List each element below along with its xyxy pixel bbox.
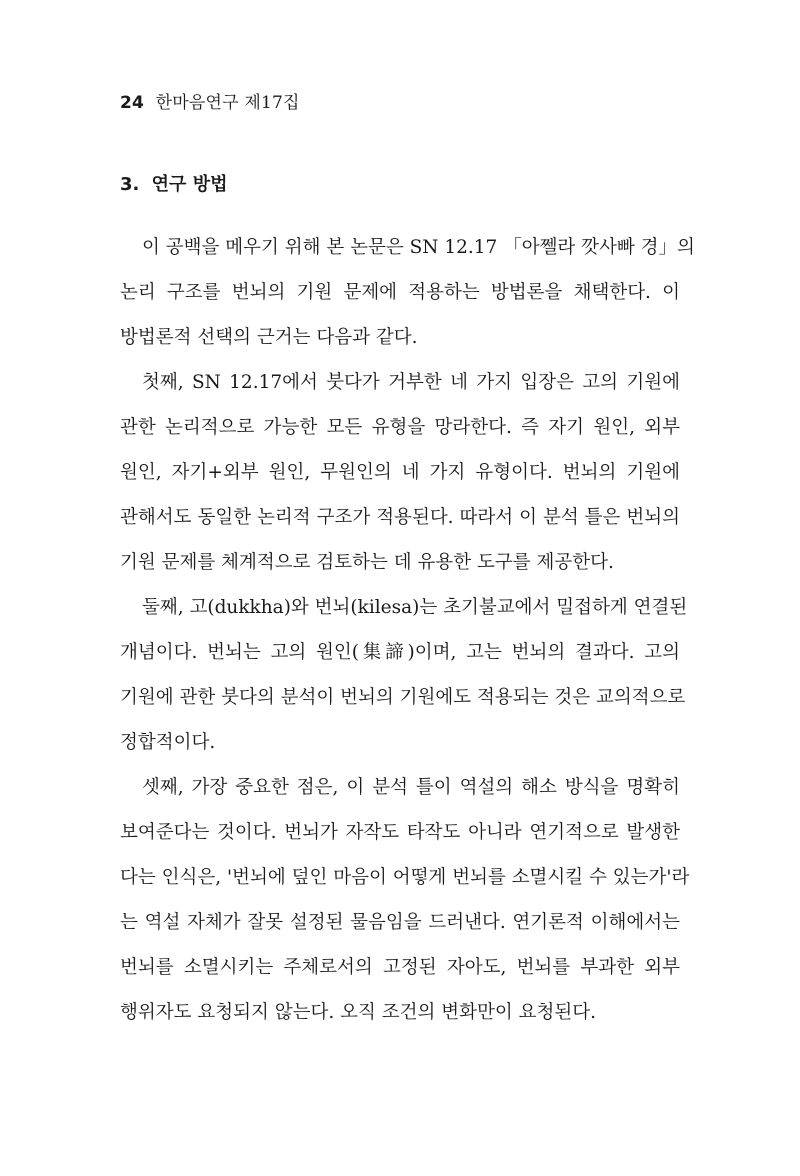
page-number: 24 (120, 93, 145, 113)
body-line: 첫째, SN 12.17에서 붓다가 거부한 네 가지 입장은 고의 기원에 (142, 372, 680, 393)
journal-title: 한마음연구 제17집 (155, 93, 300, 113)
body-line: 셋째, 가장 중요한 점은, 이 분석 틀이 역설의 해소 방식을 명확히 (142, 777, 680, 798)
body-line: 보여준다는 것이다. 번뇌가 자작도 타작도 아니라 연기적으로 발생한 (120, 822, 680, 843)
body-line: 기원에 관한 붓다의 분석이 번뇌의 기원에도 적용되는 것은 교의적으로 (120, 687, 686, 708)
body-line: 는 역설 자체가 잘못 설정된 물음임을 드러낸다. 연기론적 이해에서는 (120, 912, 680, 933)
body-line: 이 공백을 메우기 위해 본 논문은 SN 12.17 「아쩰라 깟사빠 경」의 (142, 237, 695, 258)
body-line: 둘째, 고(dukkha)와 번뇌(kilesa)는 초기불교에서 밀접하게 연결된 (142, 597, 688, 618)
body-line: 논리 구조를 번뇌의 기원 문제에 적용하는 방법론을 채택한다. 이 (120, 282, 680, 303)
body-line: 번뇌를 소멸시키는 주체로서의 고정된 자아도, 번뇌를 부과한 외부 (120, 957, 680, 978)
running-head (120, 88, 300, 113)
section-title: 연구 방법 (151, 174, 228, 195)
section-heading (120, 170, 227, 196)
body-line: 원인, 자기+외부 원인, 무원인의 네 가지 유형이다. 번뇌의 기원에 (120, 462, 680, 483)
body-line: 행위자도 요청되지 않는다. 오직 조건의 변화만이 요청된다. (120, 1002, 596, 1023)
body-line: 정합적이다. (120, 732, 216, 753)
body-line: 관한 논리적으로 가능한 모든 유형을 망라한다. 즉 자기 원인, 외부 (120, 417, 680, 438)
body-text (120, 225, 695, 1035)
section-number: 3. (120, 174, 140, 195)
body-line: 방법론적 선택의 근거는 다음과 같다. (120, 327, 418, 348)
body-line: 다는 인식은, '번뇌에 덮인 마음이 어떻게 번뇌를 소멸시킬 수 있는가'라 (120, 867, 690, 888)
body-line: 관해서도 동일한 논리적 구조가 적용된다. 따라서 이 분석 틀은 번뇌의 (120, 507, 680, 528)
body-line: 개념이다. 번뇌는 고의 원인(集諦)이며, 고는 번뇌의 결과다. 고의 (120, 642, 680, 663)
body-line: 기원 문제를 체계적으로 검토하는 데 유용한 도구를 제공한다. (120, 552, 614, 573)
